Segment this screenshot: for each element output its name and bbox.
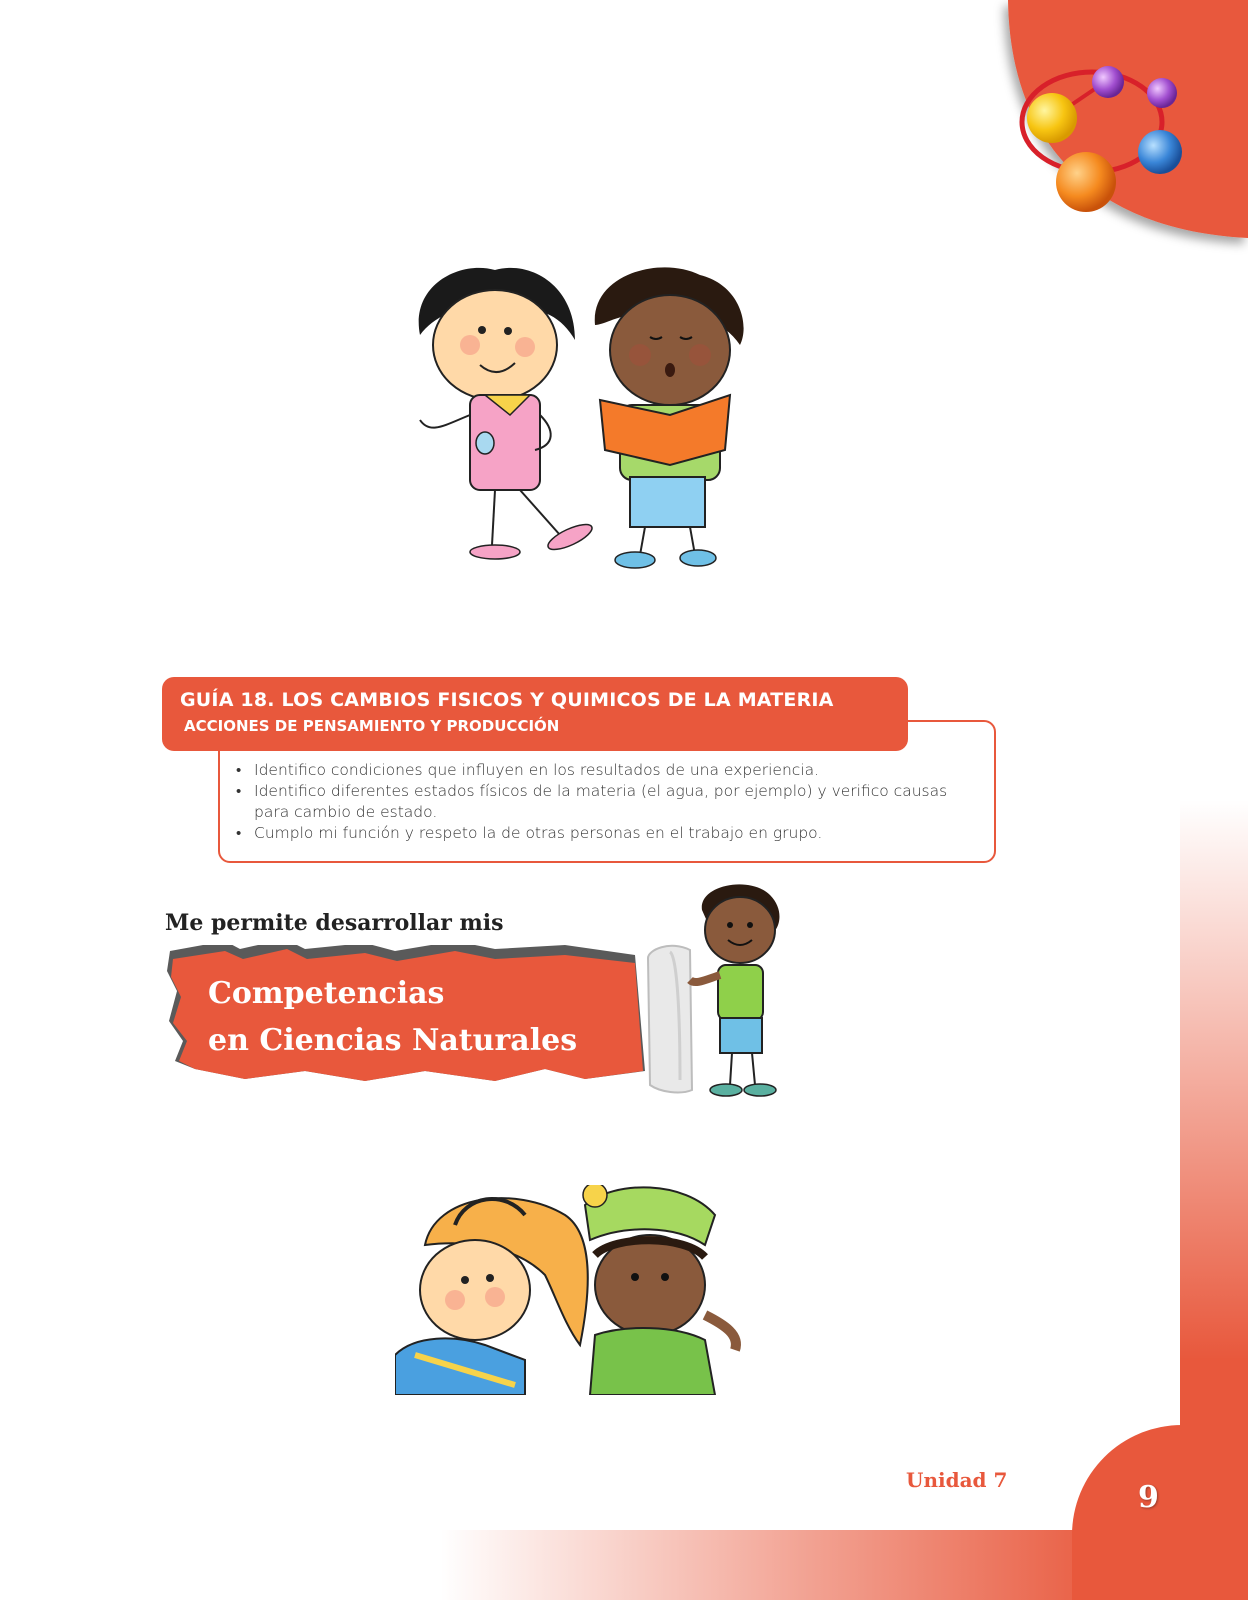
bullet-icon: •	[236, 824, 242, 842]
competencias-line2: en Ciencias Naturales	[208, 1023, 578, 1058]
boy-with-paper-illustration	[640, 880, 800, 1110]
list-item	[236, 781, 964, 823]
guide-subtitle: ACCIONES DE PENSAMIENTO Y PRODUCCIÓN	[184, 717, 560, 735]
guide-title: GUÍA 18. LOS CAMBIOS FISICOS Y QUIMICOS DE LA MATERIA	[180, 689, 834, 711]
children-reading-illustration	[400, 255, 770, 590]
page-number-tab	[1072, 1425, 1248, 1600]
list-item	[236, 823, 964, 844]
bullet-icon: •	[236, 782, 242, 800]
page-number: 9	[1138, 1480, 1159, 1515]
children-thinking-illustration	[395, 1185, 765, 1395]
corner-decoration	[0, 0, 1248, 260]
guide-actions-list	[236, 760, 964, 844]
guide-header	[162, 677, 908, 751]
bullet-icon: •	[236, 761, 242, 779]
competencias-lead: Me permite desarrollar mis	[165, 910, 504, 936]
competencias-title	[208, 970, 577, 1064]
competencias-line1: Competencias	[208, 976, 445, 1011]
list-item	[236, 760, 964, 781]
list-item-text: Identifico diferentes estados físicos de la materia (el agua, por ejemplo) y verifico causas para cambio de estado.	[254, 782, 948, 821]
unit-label: Unidad 7	[906, 1468, 1008, 1492]
list-item-text: Cumplo mi función y respeto la de otras personas en el trabajo en grupo.	[254, 824, 823, 842]
list-item-text: Identifico condiciones que influyen en los resultados de una experiencia.	[254, 761, 820, 779]
